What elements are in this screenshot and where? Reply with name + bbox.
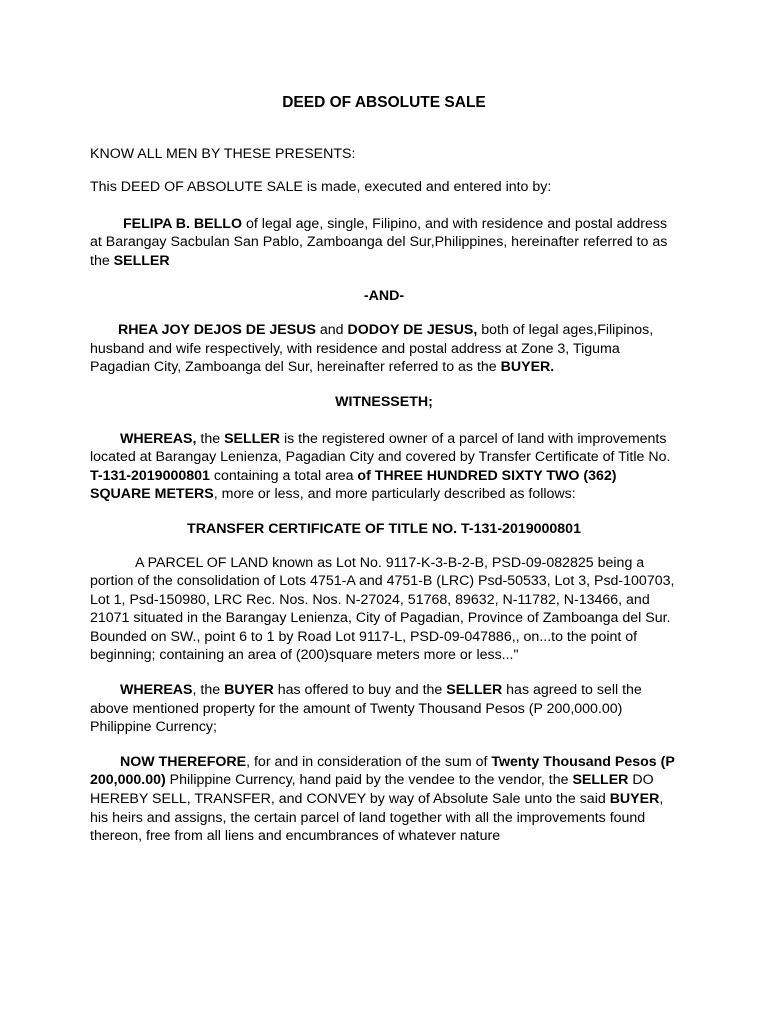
whereas1-seller: SELLER [224, 430, 281, 447]
whereas1-area: of THREE HUNDRED SIXTY TWO (362) SQUARE METERS [90, 467, 617, 503]
and-separator: -AND- [363, 287, 405, 304]
opening-line: KNOW ALL MEN BY THESE PRESENTS: [90, 145, 356, 162]
document-title: DEED OF ABSOLUTE SALE [282, 94, 486, 111]
deed-document [90, 94, 678, 846]
whereas1-text-3: containing a total area [209, 467, 358, 484]
buyer-paragraph [90, 321, 678, 377]
now-therefore-seller: SELLER [572, 772, 629, 789]
buyer-name-1: RHEA JOY DEJOS DE JESUS [118, 322, 316, 339]
whereas2-text-1: , the [192, 682, 225, 699]
now-therefore-amount: Twenty Thousand Pesos (P 200,000.00) [90, 753, 675, 789]
whereas-paragraph-2 [90, 681, 678, 737]
whereas1-text-4: , more or less, and more particularly described as follows: [213, 486, 576, 503]
seller-paragraph [90, 215, 678, 271]
whereas2-seller: SELLER [446, 682, 503, 699]
buyer-name-2: DODOY DE JESUS, [347, 322, 478, 339]
buyer-and-word: and [315, 322, 348, 339]
intro-line: This DEED OF ABSOLUTE SALE is made, executed and entered into by: [90, 179, 552, 196]
whereas2-buyer: BUYER [224, 682, 274, 699]
now-therefore-text-1: , for and in consideration of the sum of [246, 753, 492, 770]
seller-name: FELIPA B. BELLO [123, 215, 243, 232]
witnesseth-heading: WITNESSETH; [335, 393, 433, 410]
now-therefore-buyer: BUYER [609, 791, 660, 808]
whereas1-tct-number: T-131-2019000801 [90, 467, 210, 484]
whereas1-text-1: the [196, 430, 225, 447]
buyer-details: both of legal ages,Filipinos, husband and wife respectively, with residence and postal address at Zone 3, Tiguma Pagadian City, Zamboanga del Sur, hereinafter referred to as the [90, 322, 654, 376]
whereas2-text-2: has offered to buy and the [273, 682, 447, 699]
buyer-role: BUYER. [500, 359, 555, 376]
parcel-text: A PARCEL OF LAND known as Lot No. 9117-K-3-B-2-B, PSD-09-082825 being a portion of the consolidation of Lots 4751-A and 4751-B (LRC) Psd-50533, Lot 3, Psd-100703, Lot 1, Psd-150980, LRC Rec. Nos. Nos. N-27024, 51768, 89632, N-11782, N-13466, and 21071 situated in the Barangay Lenienza, City of Pagadian, Province of Zamboanga del Sur. Bounded on SW., point 6 to 1 by Road Lot 9117-L, PSD-09-047886,, on...to the point of beginning; containing an area of (200)square meters more or less..." [90, 554, 675, 664]
whereas2-lead: WHEREAS [120, 682, 193, 699]
parcel-description [90, 554, 678, 666]
seller-role: SELLER [113, 252, 170, 269]
whereas1-lead: WHEREAS, [120, 430, 197, 447]
seller-details: of legal age, single, Filipino, and with residence and postal address at Barangay Sacbulan San Pablo, Zamboanga del Sur,Philippines, hereinafter referred to as the [90, 215, 668, 269]
tct-heading: TRANSFER CERTIFICATE OF TITLE NO. T-131-2019000801 [187, 520, 581, 537]
now-therefore-text-2: Philippine Currency, hand paid by the vendee to the vendor, the [165, 772, 573, 789]
now-therefore-lead: NOW THEREFORE [120, 753, 247, 770]
now-therefore-text-4: , his heirs and assigns, the certain parcel of land together with all the improvements found thereon, free from all liens and encumbrances of whatever nature [90, 791, 664, 845]
now-therefore-paragraph [90, 753, 678, 846]
now-therefore-text-3: DO HEREBY SELL, TRANSFER, and CONVEY by way of Absolute Sale unto the said [90, 772, 654, 808]
whereas-paragraph-1 [90, 430, 678, 504]
whereas1-text-2: is the registered owner of a parcel of land with improvements located at Barangay Lenienza, Pagadian City and covered by Transfer Certificate of Title No. [90, 430, 671, 466]
whereas2-text-3: has agreed to sell the above mentioned property for the amount of Twenty Thousand Pesos (P 200,000.00) Philippine Currency; [90, 682, 642, 736]
